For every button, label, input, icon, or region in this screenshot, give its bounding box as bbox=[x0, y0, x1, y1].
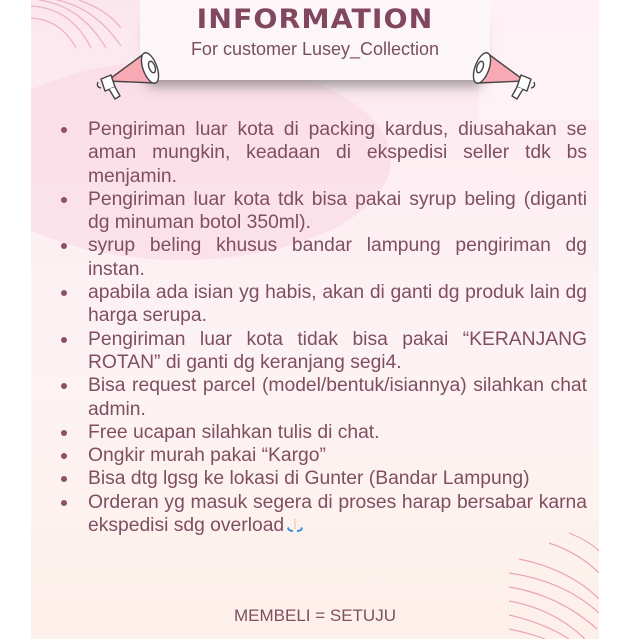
list-item: Free ucapan silahkan tulis di chat. bbox=[55, 421, 587, 444]
bullet-icon bbox=[61, 500, 67, 506]
megaphone-icon bbox=[465, 37, 537, 107]
list-item: syrup beling khusus bandar lampung pengiriman dg instan. bbox=[55, 234, 587, 281]
list-item: Bisa dtg lgsg ke lokasi di Gunter (Bandar Lampung) bbox=[55, 467, 587, 490]
bullet-icon bbox=[61, 337, 67, 343]
footer-note: MEMBELI = SETUJU bbox=[233, 606, 396, 625]
bullet-icon bbox=[61, 127, 67, 133]
bullet-icon bbox=[61, 197, 67, 203]
bullet-icon bbox=[61, 453, 67, 459]
page-subtitle: For customer Lusey_Collection bbox=[190, 39, 440, 59]
list-item: Pengiriman luar kota di packing kardus, diusahakan se aman mungkin, keadaan di ekspedisi seller tdk bs menjamin. bbox=[55, 118, 587, 188]
pray-hands-icon bbox=[286, 519, 304, 533]
header-banner bbox=[140, 0, 490, 80]
bullet-icon bbox=[61, 243, 67, 249]
bullet-icon bbox=[61, 430, 67, 436]
list-item: Ongkir murah pakai “Kargo” bbox=[55, 444, 587, 467]
megaphone-icon bbox=[95, 37, 167, 107]
bullet-icon bbox=[61, 290, 67, 296]
bullet-icon bbox=[61, 476, 67, 482]
page-title: INFORMATION bbox=[196, 4, 434, 35]
notes-list bbox=[55, 118, 587, 537]
list-item: Bisa request parcel (model/bentuk/isiannya) silahkan chat admin. bbox=[55, 374, 587, 421]
list-item: Pengiriman luar kota tidak bisa pakai “KERANJANG ROTAN” di ganti dg keranjang segi4. bbox=[55, 328, 587, 375]
list-item: Orderan yg masuk segera di proses harap bersabar karna ekspedisi sdg overload bbox=[55, 491, 587, 538]
list-item: apabila ada isian yg habis, akan di ganti dg produk lain dg harga serupa. bbox=[55, 281, 587, 328]
information-poster bbox=[31, 0, 599, 639]
list-item: Pengiriman luar kota tdk bisa pakai syrup beling (diganti dg minuman botol 350ml). bbox=[55, 188, 587, 235]
bullet-icon bbox=[61, 383, 67, 389]
